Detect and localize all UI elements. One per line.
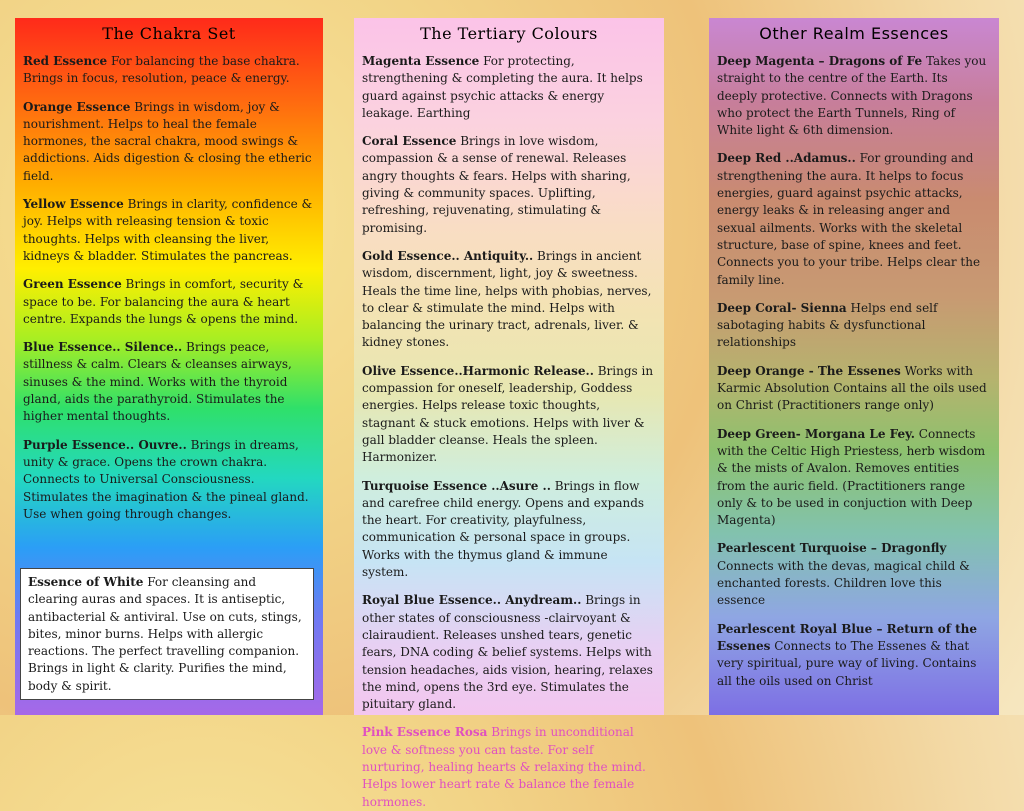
essence-entry bbox=[23, 276, 315, 328]
column-title: The Chakra Set bbox=[102, 24, 236, 43]
essence-name: Yellow Essence bbox=[23, 197, 124, 212]
essence-name: Magenta Essence bbox=[362, 54, 480, 68]
essence-entry bbox=[717, 53, 991, 139]
other-realm-essences-column bbox=[709, 18, 999, 715]
essence-description: Takes you straight to the centre of the Earth. Its deeply protective. Connects with Dragons who protect the Earth Tunnels, Ring of White light & 6th dimension. bbox=[717, 54, 987, 138]
essence-entry-pink bbox=[362, 724, 656, 810]
essence-name: Deep Magenta – Dragons of Fe bbox=[717, 54, 923, 68]
essence-of-white-box bbox=[20, 568, 314, 700]
essence-name: Pearlescent Turquoise – Dragonfly bbox=[717, 541, 947, 556]
tertiary-colours-column bbox=[354, 18, 664, 809]
essence-description: Brings in wisdom, joy & nourishment. Helps to heal the female hormones, the sacral chakra, mood swings & addictions. Aids digestion & closing the etheric field. bbox=[23, 99, 312, 183]
essence-name: Turquoise Essence ..Asure .. bbox=[362, 478, 551, 493]
essence-entry bbox=[717, 150, 991, 288]
essence-entry bbox=[362, 53, 656, 122]
essence-entry bbox=[717, 540, 991, 609]
essence-description: Brings in clarity, confidence & joy. Helps with releasing tension & toxic thoughts. Helps with cleansing the liver, kidneys & bladder. Stimulates the pancreas. bbox=[23, 197, 313, 263]
essence-description: For cleansing and clearing auras and spaces. It is antiseptic, antibacterial & antiviral. Use on cuts, stings, bites, minor burns. Helps with allergic reactions. The perfect travelling companion. Brings in light & clarity. Purifies the mind, body & spirit. bbox=[28, 575, 302, 693]
essence-description: Brings in dreams, unity & grace. Opens the crown chakra. Connects to Universal Consciousness. Stimulates the imagination & the pineal gland. Use when going through changes. bbox=[23, 437, 309, 521]
essence-description: Brings in love wisdom, compassion & a sense of renewal. Releases angry thoughts & fears. Helps with sharing, giving & community spaces. Uplifting, refreshing, rejuvenating, stimulating & promising. bbox=[362, 134, 631, 235]
essence-name: Coral Essence bbox=[362, 134, 457, 149]
essence-name: Purple Essence.. Ouvre.. bbox=[23, 437, 187, 452]
essence-name: Pink Essence Rosa bbox=[362, 725, 488, 740]
essence-name: Gold Essence.. Antiquity.. bbox=[362, 248, 534, 263]
essence-entry bbox=[23, 437, 315, 523]
essence-description: Works with Karmic Absolution Contains all the oils used on Christ (Practitioners range only) bbox=[717, 363, 987, 413]
essence-name: Deep Orange - The Essenes bbox=[717, 363, 901, 378]
essence-name: Deep Green- Morgana Le Fey. bbox=[717, 426, 915, 441]
essence-entry bbox=[717, 426, 991, 530]
essence-entry bbox=[717, 363, 991, 415]
essence-description: Brings in other states of consciousness -clairvoyant & clairaudient. Releases unshed tears, genetic fears, DNA coding & belief systems. Helps with tension headaches, aids vision, hearing, relaxes the mind, opens the 3rd eye. Stimulates the pituitary gland. bbox=[362, 593, 653, 712]
essence-description: For grounding and strengthening the aura. It helps to focus energies, guard against psychic attacks, energy leaks & in releasing anger and sexual ailments. Works with the skeletal structure, base of spine, knees and feet. Connects you to your tribe. Helps clear the family line. bbox=[717, 151, 981, 287]
essence-description: Brings in unconditional love & softness you can taste. For self nurturing, healing hearts & relaxing the mind. Helps lower heart rate & balance the female hormones. bbox=[362, 725, 646, 809]
essence-description: Helps end self sabotaging habits & dysfunctional relationships bbox=[717, 300, 938, 350]
essence-name: Olive Essence..Harmonic Release.. bbox=[362, 363, 594, 378]
essence-description: Brings in ancient wisdom, discernment, light, joy & sweetness. Heals the time line, helps with phobias, nerves, to clear & stimulate the mind. Helps with balancing the urinary tract, adrenals, liver. & kidney stones. bbox=[362, 248, 652, 350]
essence-entry bbox=[23, 53, 315, 88]
essence-description: For balancing the base chakra. Brings in focus, resolution, peace & energy. bbox=[23, 54, 300, 86]
essence-entry bbox=[362, 248, 656, 352]
essence-entry bbox=[362, 133, 656, 237]
essence-description: Connects to The Essenes & that very spiritual, pure way of living. Contains all the oils used on Christ bbox=[717, 638, 977, 688]
essence-entry bbox=[23, 339, 315, 425]
essence-description: Connects with the Celtic High Priestess, herb wisdom & the mists of Avalon. Removes entities from the auric field. (Practitioners range only & to be used in conjuction with Deep Magenta) bbox=[717, 426, 986, 528]
essence-name: Royal Blue Essence.. Anydream.. bbox=[362, 593, 582, 608]
essence-description: Brings peace, stillness & calm. Clears & cleanses airways, sinuses & the mind. Works with the thyroid gland, aids the parathyroid. Stimulates the higher mental thoughts. bbox=[23, 340, 292, 424]
essence-description: For protecting, strengthening & completing the aura. It helps guard against psychic attacks & energy leakage. Earthing bbox=[362, 54, 643, 120]
essence-description: Connects with the devas, magical child & enchanted forests. Children love this essence bbox=[717, 558, 970, 608]
essence-name: Deep Coral- Sienna bbox=[717, 300, 847, 315]
essence-entry bbox=[23, 196, 315, 265]
essence-name: Pearlescent Royal Blue – Return of the Essenes bbox=[717, 621, 977, 653]
essence-entry bbox=[362, 363, 656, 467]
essence-name: Deep Red ..Adamus.. bbox=[717, 151, 856, 166]
essence-entry bbox=[362, 478, 656, 582]
essence-description: Brings in comfort, security & space to be. For balancing the aura & heart centre. Expands the lungs & opens the mind. bbox=[23, 277, 304, 326]
essence-name: Essence of White bbox=[28, 575, 144, 589]
column-title: Other Realm Essences bbox=[759, 24, 949, 43]
column-title: The Tertiary Colours bbox=[420, 24, 598, 43]
essence-entry bbox=[717, 300, 991, 352]
essence-entry bbox=[362, 592, 656, 713]
essence-description: Brings in flow and carefree child energy. Opens and expands the heart. For creativity, playfulness, communication & personal space in groups. Works with the thymus gland & immune system. bbox=[362, 478, 645, 580]
chakra-set-column bbox=[15, 18, 323, 715]
essence-name: Orange Essence bbox=[23, 99, 131, 114]
essence-name: Blue Essence.. Silence.. bbox=[23, 340, 183, 355]
essence-name: Green Essence bbox=[23, 277, 122, 292]
essence-entry bbox=[28, 574, 306, 695]
essence-description: Brings in compassion for oneself, leadership, Goddess energies. Helps release toxic thoughts, stagnant & stuck emotions. Helps with liver & gall bladder cleanse. Heals the spleen. Harmonizer. bbox=[362, 363, 654, 465]
essence-entry bbox=[717, 621, 991, 690]
essence-name: Red Essence bbox=[23, 54, 108, 68]
essence-entry bbox=[23, 99, 315, 185]
